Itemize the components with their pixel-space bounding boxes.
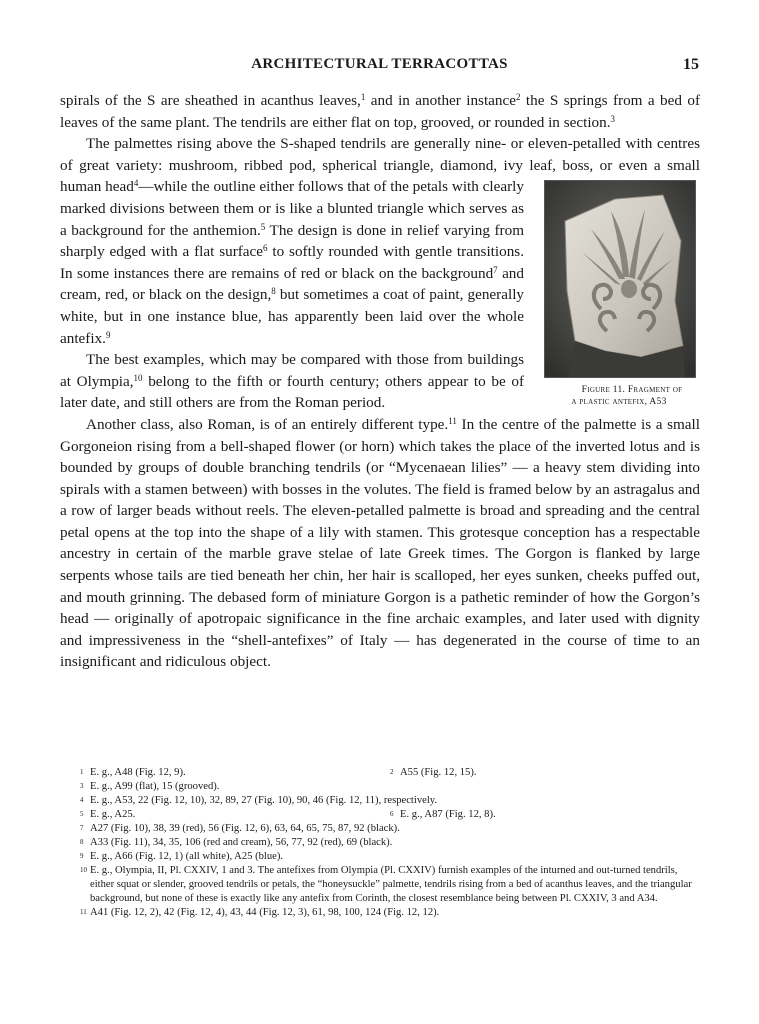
antefix-fragment-image — [545, 181, 695, 377]
footnote-3: 3 E. g., A99 (flat), 15 (grooved). — [80, 781, 220, 792]
footnote-row — [80, 808, 700, 822]
paragraph-2: The palmettes rising above the S-shaped tendrils are generally nine- or eleven-petalled with centres of great variety: mushroom, ribbed pod, spherical triangle, diamond, ivy leaf, boss, or even a small human head$^4$ Figure 11. Fragment of a plastic antefix, A53 —while the outline either follows that of the petals with clearly marked divisions between them or is like a blunted triangle which serves as a background for the anthemion.$^5$ The design is done in relief varying from sharply edged with a flat surface$^6$ to softly rounded with gentle transitions. In some instances there are remains of red or black on the background$^7$ and cream, red, or black on the design,$^8$ but sometimes a coat of paint, generally white, but in one instance blue, has apparently been laid over the whole antefix.$^9$ — [60, 135, 700, 408]
footnote-ref[interactable]: 4 — [133, 178, 139, 189]
footnote-ref[interactable]: 5 — [260, 221, 266, 232]
paragraph-1: spirals of the S are sheathed in acanthus leaves,$^1$ and in another instance$^2$ the S springs from a bed of leaves of the same plant. The tendrils are either flat on top, grooved, or rounded in section.$^3$ — [60, 92, 701, 131]
footnote-4: 4 E. g., A53, 22 (Fig. 12, 10), 32, 89, 27 (Fig. 10), 90, 46 (Fig. 12, 11), respectively. — [80, 795, 438, 806]
figure-caption — [538, 384, 700, 408]
footnote-10: 10 E. g., Olympia, II, Pl. CXXIV, 1 and 3. The antefixes from Olympia (Pl. CXXIV) furnish examples of the inturned and out-turned tendrils, either squat or slender, grooved tendrils or petals, the “honeysuckle” palmette, tendrils rising from a bed of acanthus leaves, and the triangular background, but none of these is exactly like any antefix from Corinth, the closest resemblance being between Pl. CXXIV, 3 and A34. — [80, 865, 692, 904]
footnote-1: 1 E. g., A48 (Fig. 12, 9). — [80, 767, 186, 778]
paragraph-3: The best examples, which may be compared with those from buildings at Olympia,$^{10}$ belong to the fifth or fourth century; others appear to be of later date, and still others are from the Roman period. — [60, 351, 524, 412]
footnote-ref[interactable]: 8 — [271, 286, 276, 297]
footnotes — [80, 766, 700, 920]
footnote-7: 7 A27 (Fig. 10), 38, 39 (red), 56 (Fig. 12, 6), 63, 64, 65, 75, 87, 92 (black). — [80, 823, 400, 834]
footnote-ref[interactable]: 7 — [493, 264, 498, 275]
footnote-ref[interactable]: 3 — [610, 113, 616, 124]
footnote-ref[interactable]: 1 — [360, 92, 366, 102]
antefix-fragment-photo — [544, 180, 696, 378]
running-header — [60, 56, 699, 78]
figure-caption-line-2: a plastic antefix, A53 — [571, 397, 667, 408]
footnote-5: 5 E. g., A25. — [80, 809, 136, 820]
footnote-2: 2 A55 (Fig. 12, 15). — [390, 767, 477, 778]
body-text — [60, 90, 700, 673]
footnote-6: 6 E. g., A87 (Fig. 12, 8). — [390, 809, 496, 820]
figure-caption-line-1: Figure 11. Fragment of — [581, 385, 683, 396]
footnote-ref[interactable]: 10 — [133, 372, 143, 383]
figure-11 — [538, 180, 700, 408]
running-title: ARCHITECTURAL TERRACOTTAS — [251, 56, 508, 72]
footnote-11: 11 A41 (Fig. 12, 2), 42 (Fig. 12, 4), 43, 44 (Fig. 12, 3), 61, 98, 100, 124 (Fig. 12, 12). — [80, 907, 440, 918]
footnote-9: 9 E. g., A66 (Fig. 12, 1) (all white), A25 (blue). — [80, 851, 284, 862]
page-number: 15 — [683, 56, 699, 73]
footnote-row — [80, 766, 700, 780]
footnote-ref[interactable]: 2 — [516, 92, 521, 102]
footnote-ref[interactable]: 11 — [448, 415, 457, 426]
footnote-8: 8 A33 (Fig. 11), 34, 35, 106 (red and cream), 56, 77, 92 (red), 69 (black). — [80, 837, 393, 848]
footnote-ref[interactable]: 9 — [105, 329, 111, 340]
footnote-ref[interactable]: 6 — [263, 243, 268, 254]
paragraph-4: Another class, also Roman, is of an entirely different type.$^{11}$ In the centre of the palmette is a small Gorgoneion rising from a bell-shaped flower (or horn) which takes the place of the inverted lotus and is bounded by groups of double branching tendrils (or “Mycenaean lilies” — a heavy stem dividing into spirals with a stamen between) with bosses in the volutes. The field is framed below by an astragalus and a row of larger beads without reels. The eleven-petalled palmette is broad and spreading and the central petal opens at the top into the shape of a lily with stamen. This grotesque conception has a respectable ancestry in certain of the marble grave stelae of late Greek times. The Gorgon is flanked by large serpents whose tails are tied beneath her chin, her hair is scalloped, her eyes sunken, cheeks puffed out, and mouth grinning. The debased form of miniature Gorgon is a pathetic reminder of how the Gorgon’s head — originally of apotropaic significance in the fine archaic examples, and later used with dignity and impressiveness in the “shell-antefixes” of Italy — has degenerated in the course of time to an insignificant and ridiculous object. — [60, 415, 700, 671]
